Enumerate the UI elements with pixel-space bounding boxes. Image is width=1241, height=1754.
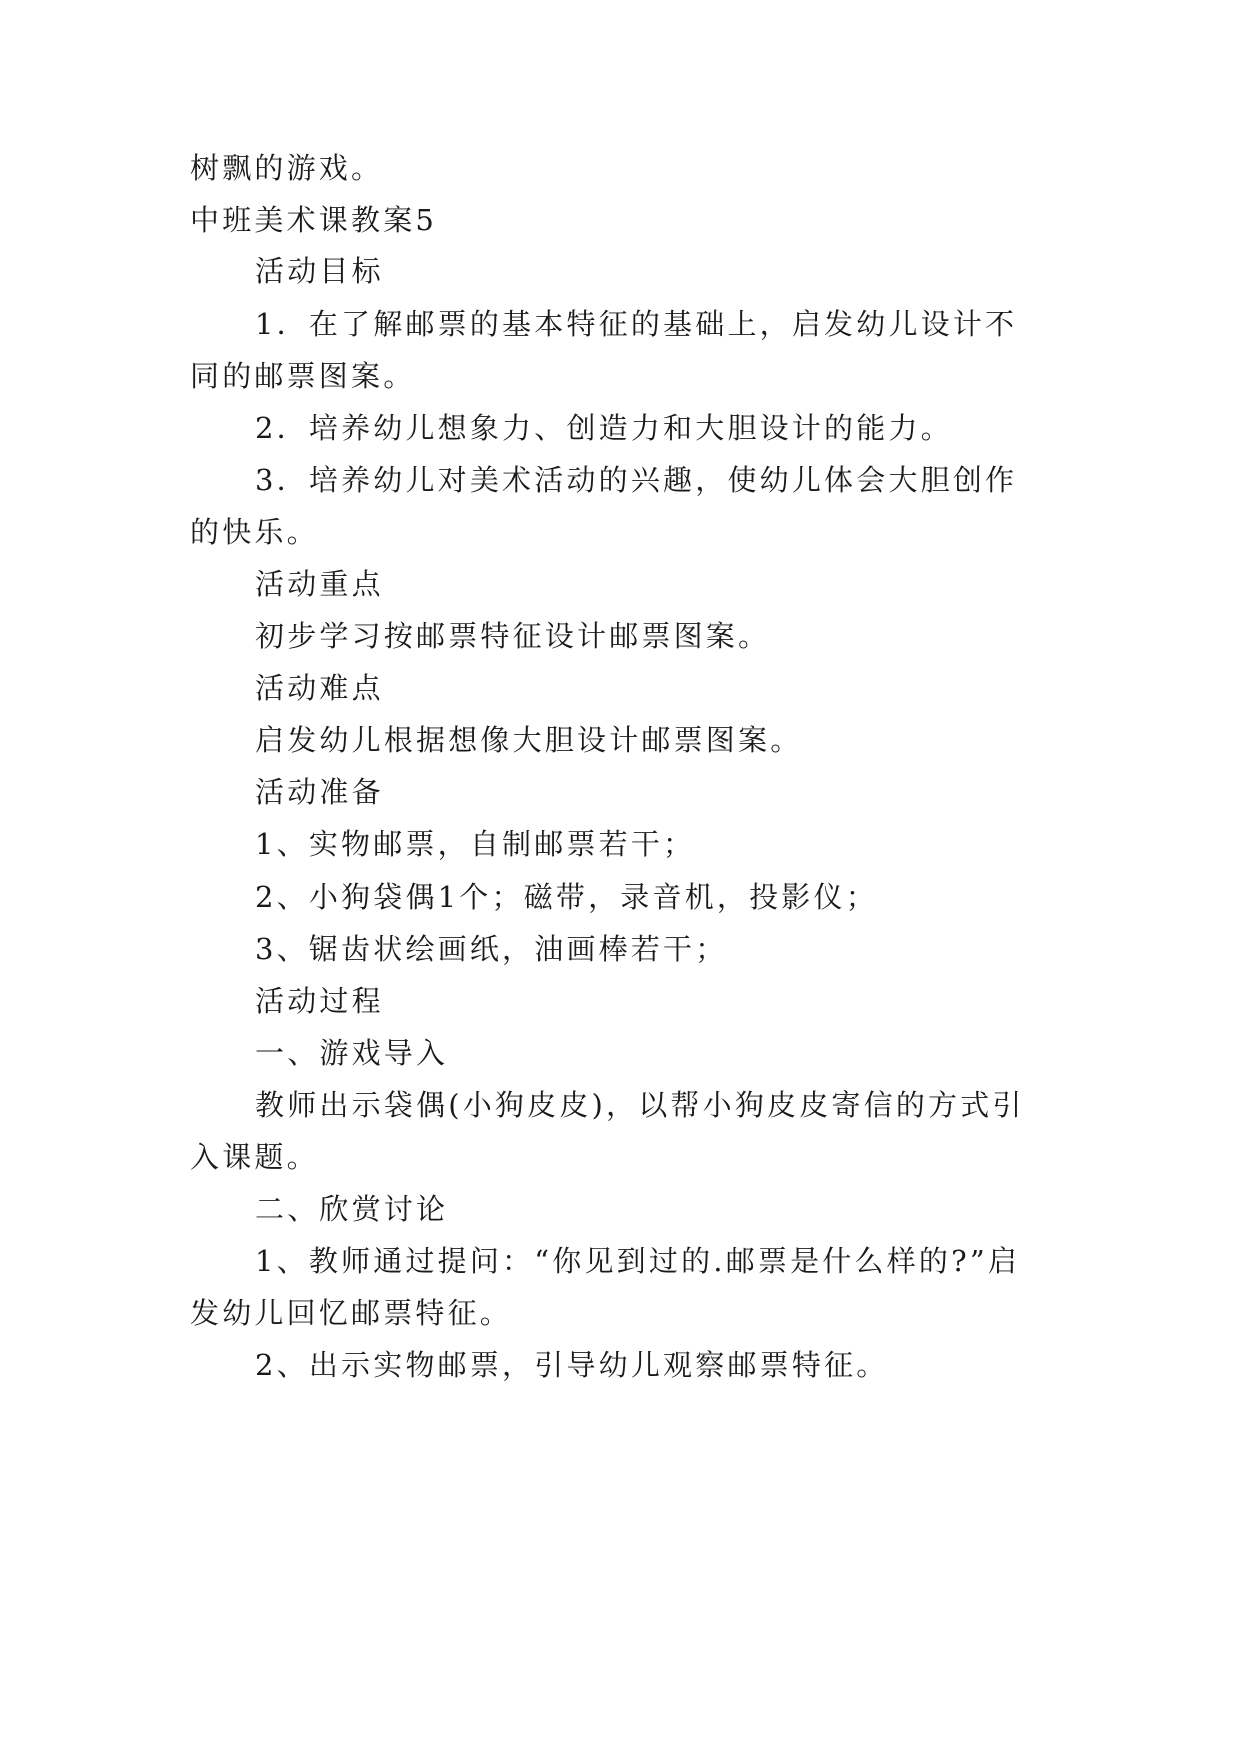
text-line: 2．培养幼儿想象力、创造力和大胆设计的能力。 xyxy=(255,411,953,445)
text-line: 1．在了解邮票的基本特征的基础上，启发幼儿设计不 xyxy=(255,307,1018,341)
text-line: 启发幼儿根据想像大胆设计邮票图案。 xyxy=(255,723,803,757)
text-line: 发幼儿回忆邮票特征。 xyxy=(190,1296,513,1330)
heading-activity-goals: 活动目标 xyxy=(255,254,384,288)
heading-difficulties: 活动难点 xyxy=(255,671,384,705)
subheading: 二、欣赏讨论 xyxy=(255,1192,449,1226)
heading-process: 活动过程 xyxy=(255,984,384,1018)
text-line: 1、教师通过提问：“你见到过的.邮票是什么样的?”启 xyxy=(255,1244,1021,1278)
heading-key-points: 活动重点 xyxy=(255,567,384,601)
subheading: 一、游戏导入 xyxy=(255,1036,449,1070)
text-line: 1、实物邮票，自制邮票若干； xyxy=(255,827,696,861)
text-line: 的快乐。 xyxy=(190,515,319,549)
text-line: 3．培养幼儿对美术活动的兴趣，使幼儿体会大胆创作 xyxy=(255,463,1018,497)
text-line: 教师出示袋偶(小狗皮皮)，以帮小狗皮皮寄信的方式引 xyxy=(255,1088,1025,1122)
heading-preparation: 活动准备 xyxy=(255,775,384,809)
section-title: 中班美术课教案5 xyxy=(190,203,438,237)
text-line: 同的邮票图案。 xyxy=(190,359,416,393)
text-line: 入课题。 xyxy=(190,1140,319,1174)
text-line: 树飘的游戏。 xyxy=(190,151,384,185)
text-line: 初步学习按邮票特征设计邮票图案。 xyxy=(255,619,771,653)
text-line: 3、锯齿状绘画纸，油画棒若干； xyxy=(255,932,728,966)
text-line: 2、出示实物邮票，引导幼儿观察邮票特征。 xyxy=(255,1348,889,1382)
text-line: 2、小狗袋偶1个；磁带，录音机，投影仪； xyxy=(255,880,878,914)
